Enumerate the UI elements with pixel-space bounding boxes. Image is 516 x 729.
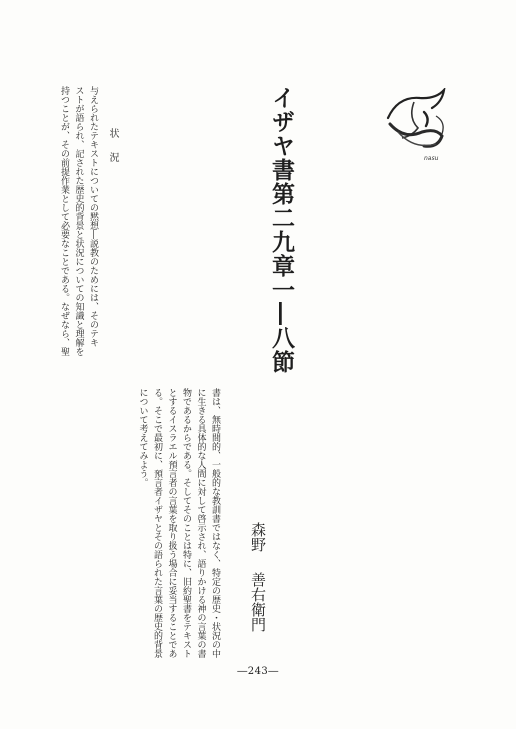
body-line: について考えてみよう。: [137, 388, 148, 487]
article-title: イザヤ書第二九章一―八節: [268, 86, 295, 374]
ink-brush-logo-icon: [384, 88, 454, 164]
body-line: ストが語られ、記された歴史的背景と状況についての知識と理解を: [73, 86, 84, 356]
body-line: る。そこで最初に、預言者イザヤとその語られた言葉の歴史的背景: [152, 388, 162, 658]
body-line: に生きる具体的な人間に対して啓示され、語りかける神の言葉の書: [195, 388, 206, 658]
author-surname: 森野: [249, 522, 267, 552]
author-name: [248, 522, 268, 632]
body-paragraph-right: [135, 388, 222, 672]
body-line: とするイスラエル預言者の言葉を取り扱う場合に妥当することであ: [166, 388, 177, 658]
body-line: 物であるからである。そしてそのことは特に、旧約聖書をテキスト: [181, 388, 191, 658]
logo-signature: nasu: [424, 155, 439, 162]
author-given-name: 善右衛門: [249, 572, 267, 632]
section-heading: [105, 128, 119, 162]
body-line: 持つことが、その前提作業として必要なことである。なぜなら、聖: [59, 86, 69, 356]
page-number: ―243―: [237, 666, 279, 677]
body-line: 書は、無時間的、一般的な教訓書ではなく、特定の歴史・状況の中: [210, 388, 220, 658]
section-heading-second: 況: [107, 152, 118, 162]
body-line: 与えられたテキストについての黙想―説教のためには、そのテキ: [88, 86, 98, 347]
section-heading-first: 状: [107, 128, 118, 138]
body-paragraph-left: [57, 86, 101, 376]
